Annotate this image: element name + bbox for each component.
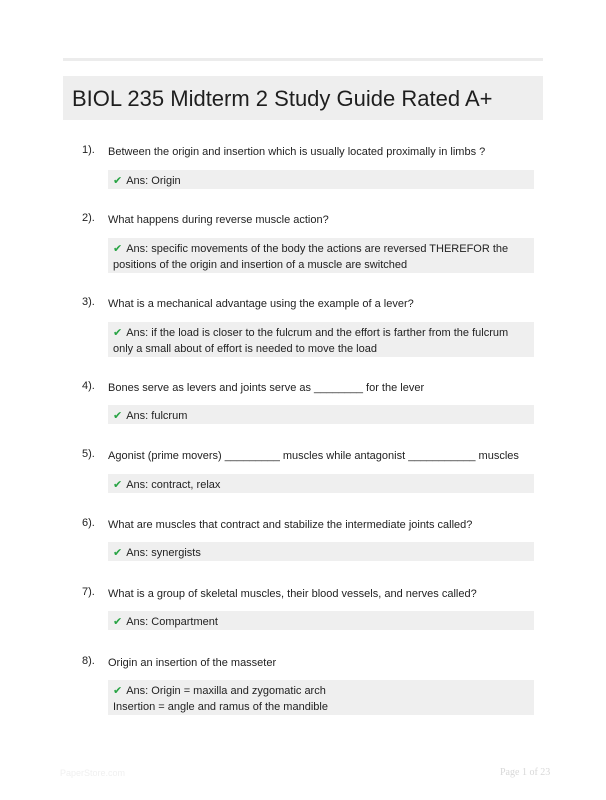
question-number: 4). [82,380,95,392]
answer-label: Ans: [126,547,149,559]
answer-label: Ans: [126,243,149,255]
answer-box [108,322,534,357]
checkmark-icon: ✔ [113,685,123,697]
checkmark-icon: ✔ [113,175,123,187]
page-title: BIOL 235 Midterm 2 Study Guide Rated A+ [72,86,493,111]
answer-box [108,474,534,493]
answer-label: Ans: [126,410,149,422]
answer-label: Ans: [126,479,149,491]
answer-box [108,680,534,715]
answer-text-line2: Insertion = angle and ramus of the mandible [113,701,328,713]
question-number: 3). [82,296,95,308]
checkmark-icon: ✔ [113,327,123,339]
answer-label: Ans: [126,616,149,628]
answer-box [108,611,534,630]
question-number: 5). [82,448,95,460]
answer-text: Origin [151,175,181,187]
answer-box [108,170,534,189]
question-number: 7). [82,586,95,598]
answer-text: Compartment [151,616,218,628]
answer-label: Ans: [126,685,149,697]
title-banner [63,76,543,120]
answer-text: synergists [151,547,201,559]
answer-box [108,405,534,424]
checkmark-icon: ✔ [113,616,123,628]
question-number: 6). [82,517,95,529]
answer-text: contract, relax [151,479,221,491]
question-number: 2). [82,212,95,224]
answer-box [108,238,534,273]
page-number: Page 1 of 23 [500,767,551,778]
checkmark-icon: ✔ [113,243,123,255]
top-divider [63,58,543,61]
question-text: Bones serve as levers and joints serve as ________ for the lever [108,382,425,394]
question-text: Agonist (prime movers) _________ muscles while antagonist ___________ muscles [108,450,519,462]
answer-text: specific movements of the body the actions are reversed THEREFOR the positions of the origin and insertion of a muscle are switched [113,243,509,271]
question-text: What is a mechanical advantage using the example of a lever? [108,298,414,310]
question-text: What is a group of skeletal muscles, their blood vessels, and nerves called? [108,588,477,600]
question-text: What are muscles that contract and stabilize the intermediate joints called? [108,519,473,531]
checkmark-icon: ✔ [113,410,123,422]
answer-text: Origin = maxilla and zygomatic arch [151,685,326,697]
question-number: 1). [82,144,95,156]
question-number: 8). [82,655,95,667]
question-text: Origin an insertion of the masseter [108,657,277,669]
footer-watermark: PaperStore.com [60,768,126,778]
answer-label: Ans: [126,327,149,339]
answer-text: if the load is closer to the fulcrum and the effort is farther from the fulcrum only a small about of effort is needed to move the load [113,327,509,355]
question-text: Between the origin and insertion which is usually located proximally in limbs ? [108,146,486,158]
checkmark-icon: ✔ [113,547,123,559]
question-text: What happens during reverse muscle action? [108,214,329,226]
checkmark-icon: ✔ [113,479,123,491]
answer-box [108,542,534,561]
answer-text: fulcrum [151,410,188,422]
answer-label: Ans: [126,175,149,187]
